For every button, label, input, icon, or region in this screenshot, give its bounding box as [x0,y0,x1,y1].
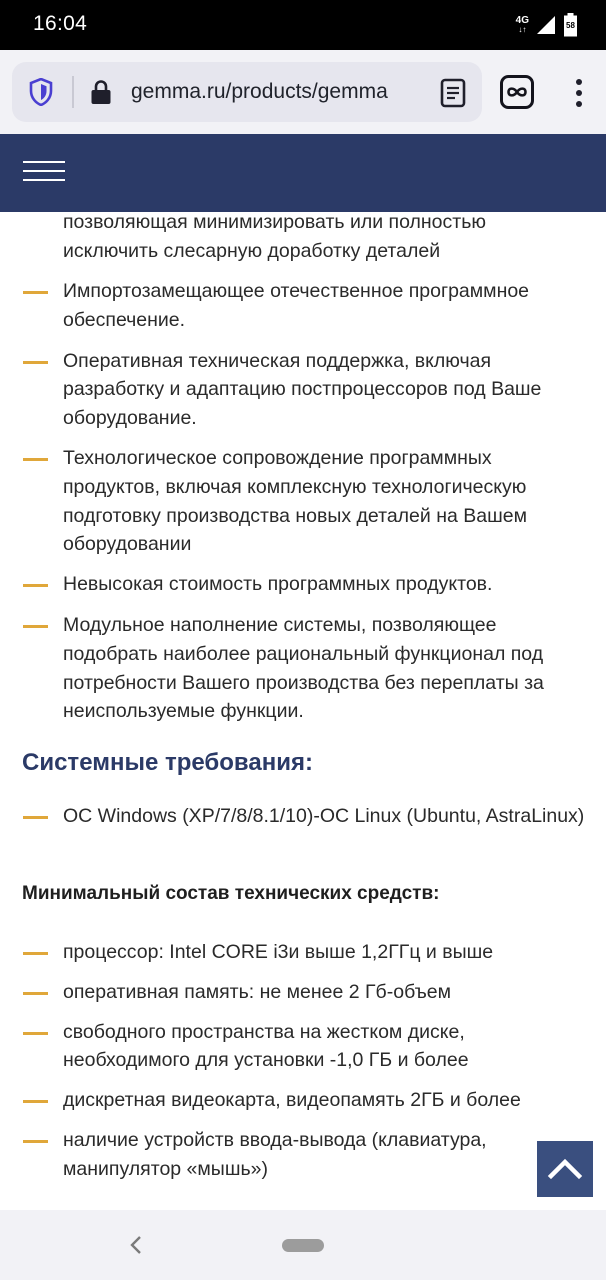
battery-level: 58 [566,21,575,30]
list-item [0,347,606,433]
dash-icon [23,458,48,461]
list-item-text: Невысокая стоимость программных продуктов. [63,573,493,596]
list-item [0,978,606,1007]
status-icons [516,12,578,38]
network-indicator [516,16,529,34]
list-item [0,570,606,599]
list-item [0,444,606,559]
infinity-extension-icon[interactable] [500,75,534,109]
list-item-text: процессор: Intel CORE i3и выше 1,2ГГц и выше [63,941,494,963]
dash-icon [23,1140,48,1143]
hamburger-icon[interactable] [23,161,65,185]
page-content [0,212,606,1210]
list-item [0,1086,606,1115]
list-item [0,277,606,335]
list-item-text: свободного пространства на жестком диске, необходимого для установки -1,0 ГБ и более [63,1020,469,1072]
dash-icon [23,816,48,819]
list-item-text: Технологическое сопровождение программных продуктов, включая комплексную технологическую подготовку производства новых деталей на Вашем оборудовании [63,446,527,556]
list-item [0,1126,606,1184]
system-requirements-title: Системные требования: [22,749,313,776]
os-list [0,802,606,831]
hardware-title: Минимальный состав технических средств: [22,883,440,904]
list-item-text: ОС Windows (XP/7/8/8.1/10)-ОС Linux (Ubuntu, AstraLinux) [63,805,585,827]
dash-icon [23,361,48,364]
lock-icon[interactable] [90,79,112,105]
list-item-text: дискретная видеокарта, видеопамять 2ГБ и более [63,1089,521,1112]
shield-icon[interactable] [29,78,53,106]
battery-icon [563,13,578,37]
signal-icon [535,15,557,35]
data-arrows-icon: ↓↑ [518,25,527,34]
hardware-list [0,938,606,1184]
list-item-text: оперативная память: не менее 2 Гб-объем [63,980,452,1003]
chevron-up-icon [537,1141,593,1197]
address-divider [72,76,74,108]
browser-toolbar [0,50,606,134]
dash-icon [23,1032,48,1035]
list-item-text: Импортозамещающее отечественное программное обеспечение. [63,280,530,331]
list-item [0,802,606,831]
advantages-list [0,277,606,726]
dash-icon [23,291,48,294]
dash-icon [23,1100,48,1103]
address-bar[interactable] [12,62,482,122]
status-bar [0,0,606,50]
home-pill[interactable] [282,1239,324,1252]
overflow-menu-icon[interactable] [570,78,588,108]
list-item [0,611,606,726]
dash-icon [23,625,48,628]
url-text[interactable]: gemma.ru/products/gemma [131,80,388,103]
list-item [0,938,606,967]
dash-icon [23,584,48,587]
list-item-text: наличие устройств ввода-вывода (клавиатура, манипулятор «мышь») [63,1128,487,1180]
list-item-text: Модульное наполнение системы, позволяющее подобрать наиболее рациональный функционал под потребности Вашего производства без переплаты за неиспользуемые функции. [63,613,544,723]
system-navigation-bar [0,1210,606,1280]
network-type: 4G [515,15,529,26]
status-time: 16:04 [33,12,88,35]
dash-icon [23,992,48,995]
list-item-text: Оперативная техническая поддержка, включая разработку и адаптацию постпроцессоров под Ваше оборудование. [63,349,542,430]
continued-text: позволяющая минимизировать или полностью исключить слесарную доработку деталей [63,212,486,262]
scroll-to-top-button[interactable] [537,1141,593,1197]
back-icon[interactable] [128,1234,144,1256]
dash-icon [23,952,48,955]
site-header [0,134,606,212]
list-item [0,1018,606,1076]
reader-mode-icon[interactable] [440,78,466,108]
